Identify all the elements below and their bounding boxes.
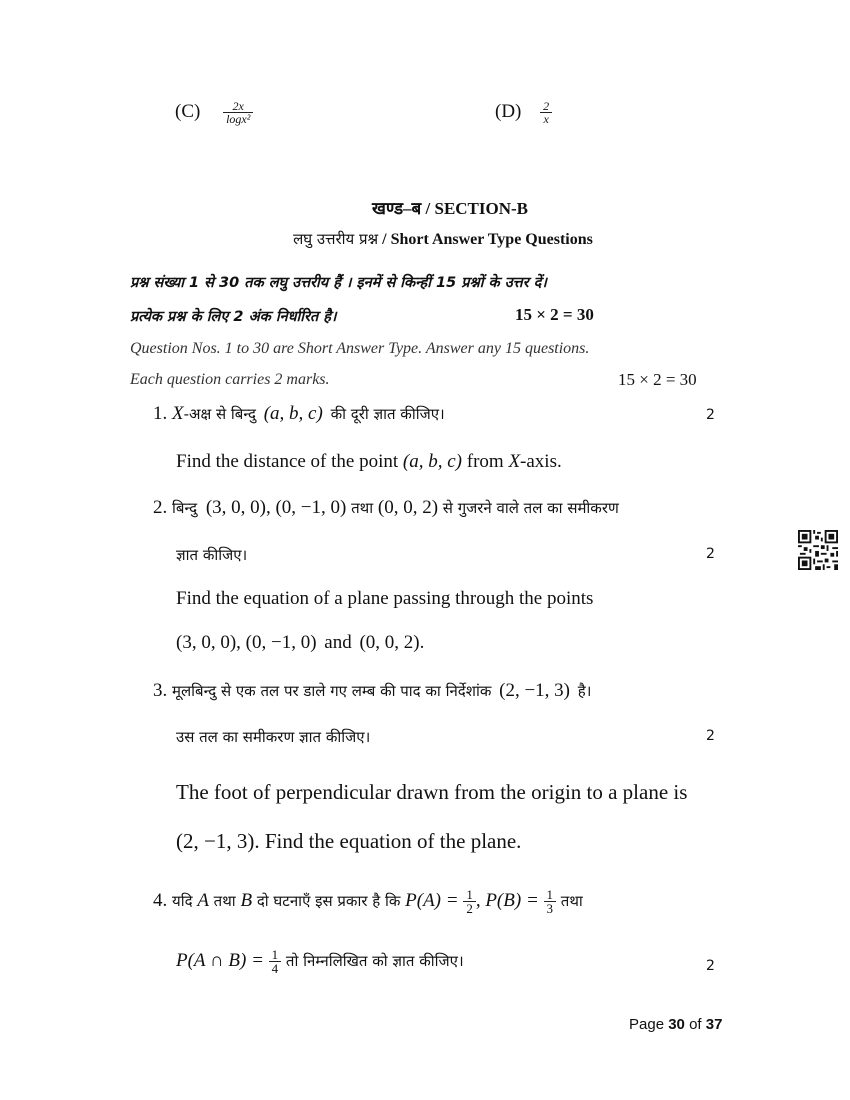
question-4-number: 4. — [153, 889, 168, 911]
instruction-english-line2: Each question carries 2 marks. — [130, 371, 330, 388]
option-c-fraction — [223, 100, 253, 125]
question-4-marks: 2 — [706, 958, 715, 974]
question-2-marks: 2 — [706, 546, 715, 562]
question-2-english-point3: (0, 0, 2). — [359, 632, 425, 653]
question-4-pa-fraction — [463, 888, 476, 915]
question-3-marks: 2 — [706, 728, 715, 744]
instruction-hindi-line2: प्रत्येक प्रश्न के लिए 2 अंक निर्धारित है। — [130, 309, 337, 325]
option-d-numerator: 2 — [540, 100, 552, 113]
page-label: Page — [629, 1016, 665, 1033]
question-4-pab-numerator: 1 — [269, 948, 282, 962]
question-1-hindi — [153, 403, 445, 425]
question-2-english-line2 — [176, 632, 424, 654]
question-4-hindi-line1 — [153, 888, 583, 915]
question-1-variable: X — [172, 403, 184, 424]
question-2-number: 2. — [153, 497, 168, 518]
option-c-denominator: logx² — [226, 112, 251, 126]
question-4-pab-denominator: 4 — [271, 961, 279, 976]
question-4-and2: तथा — [560, 891, 583, 910]
question-3-hindi-line2: उस तल का समीकरण ज्ञात कीजिए। — [176, 728, 371, 746]
question-4-event-a: A — [197, 889, 209, 911]
page-current: 30 — [668, 1016, 685, 1033]
question-4-pb-denominator: 3 — [546, 901, 554, 916]
option-c-numerator: 2x — [223, 100, 253, 113]
question-2-point3: (0, 0, 2) — [377, 497, 439, 518]
question-1-english — [176, 451, 562, 473]
section-subtitle-hindi: लघु उत्तरीय प्रश्न — [293, 230, 379, 248]
question-4-hindi-text: दो घटनाएँ इस प्रकार है कि — [256, 891, 401, 910]
question-1-marks: 2 — [706, 407, 715, 423]
question-4-pb-numerator: 1 — [544, 888, 557, 902]
question-4-if: यदि — [172, 891, 193, 910]
option-d — [495, 100, 552, 125]
question-3-english-line1: The foot of perpendicular drawn from the origin to a plane is — [176, 780, 688, 804]
question-4-pa-numerator: 1 — [463, 888, 476, 902]
question-1-hindi-text2: की दूरी ज्ञात कीजिए। — [330, 405, 445, 423]
question-2-english-points: (3, 0, 0), (0, −1, 0) — [176, 632, 317, 653]
question-4-pab: P(A ∩ B) = — [176, 949, 264, 971]
question-4-hindi-line2 — [176, 948, 464, 975]
question-3-number: 3. — [153, 680, 168, 701]
question-1-number: 1. — [153, 403, 168, 424]
instruction-hindi-marks: 15 × 2 = 30 — [515, 305, 594, 324]
question-1-english-variable: X — [508, 451, 521, 472]
question-1-english-text: Find the distance of the point — [176, 451, 399, 472]
question-2-hindi — [153, 497, 619, 519]
section-title: खण्ड–ब / SECTION-B — [371, 199, 529, 218]
option-c-label: (C) — [175, 100, 201, 122]
question-2-english-and: and — [324, 632, 352, 653]
question-4-hindi-text2: तो निम्नलिखित को ज्ञात कीजिए। — [285, 951, 464, 970]
instruction-hindi-line1: प्रश्न संख्या 1 से 30 तक लघु उत्तरीय हैं । इनमें से किन्हीं 15 प्रश्नों के उत्तर दें। — [130, 275, 547, 291]
question-1-hindi-text: -अक्ष से बिन्दु — [183, 405, 256, 423]
question-3-coordinate: (2, −1, 3) — [499, 680, 570, 701]
question-1-coordinate: (a, b, c) — [263, 403, 323, 424]
page-footer — [629, 1016, 722, 1033]
question-4-pab-fraction — [269, 948, 282, 975]
option-d-denominator: x — [543, 112, 549, 126]
question-2-hindi-and: तथा — [351, 499, 374, 517]
page-of-label: of — [689, 1016, 702, 1033]
question-4-pa: P(A) = — [405, 889, 459, 911]
question-4-pa-denominator: 2 — [466, 901, 473, 916]
question-4-pb-fraction — [544, 888, 557, 915]
option-d-label: (D) — [495, 100, 522, 122]
page-total: 37 — [705, 1016, 723, 1033]
section-subtitle — [0, 229, 850, 249]
instruction-english-line1: Question Nos. 1 to 30 are Short Answer Type. Answer any 15 questions. — [130, 340, 590, 357]
question-3-hindi — [153, 680, 591, 702]
question-4-pb: , P(B) = — [475, 889, 539, 911]
option-d-fraction — [540, 100, 552, 125]
instruction-english-marks: 15 × 2 = 30 — [618, 370, 697, 389]
question-4-and: तथा — [213, 891, 236, 910]
question-1-english-coordinate: (a, b, c) — [402, 451, 462, 472]
question-4-event-b: B — [240, 889, 253, 911]
question-2-hindi-text: बिन्दु — [172, 499, 198, 517]
question-2-points: (3, 0, 0), (0, −1, 0) — [205, 497, 347, 518]
question-3-hindi-text2: है। — [577, 682, 592, 700]
question-3-english-line2: (2, −1, 3). Find the equation of the plane. — [176, 829, 522, 853]
question-1-english-from: from — [466, 451, 504, 472]
section-subtitle-english: / Short Answer Type Questions — [378, 231, 593, 248]
question-1-english-axis: -axis. — [520, 451, 562, 472]
question-2-hindi-line2: ज्ञात कीजिए। — [176, 546, 248, 564]
question-2-hindi-text2: से गुजरने वाले तल का समीकरण — [442, 499, 619, 517]
question-2-english-line1: Find the equation of a plane passing through the points — [176, 588, 594, 609]
qr-code-icon — [798, 530, 838, 570]
question-3-hindi-text: मूलबिन्दु से एक तल पर डाले गए लम्ब की पाद का निर्देशांक — [172, 682, 492, 700]
option-c — [175, 100, 253, 125]
